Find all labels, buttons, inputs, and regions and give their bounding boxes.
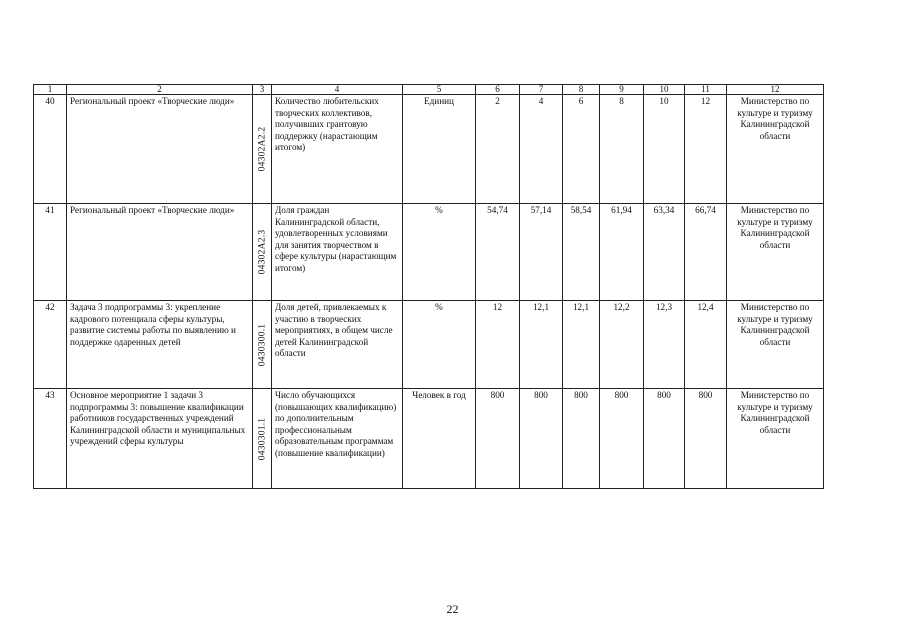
value-col-7: 57,14 (520, 204, 563, 301)
value-col-10: 12,3 (644, 301, 685, 389)
indicator-name: Количество любительских творческих коллективов, получивших грантовую поддержку (нарастающим итогом) (272, 95, 403, 204)
value-col-9: 800 (600, 389, 644, 489)
value-col-7: 4 (520, 95, 563, 204)
value-col-10: 800 (644, 389, 685, 489)
column-header: 10 (644, 85, 685, 95)
responsible-executor: Министерство по культуре и туризму Калининградской области (727, 95, 824, 204)
table-row (34, 389, 824, 489)
value-col-8: 12,1 (563, 301, 600, 389)
indicator-code: 0430300.1 (256, 323, 268, 366)
value-col-9: 12,2 (600, 301, 644, 389)
responsible-executor: Министерство по культуре и туризму Калининградской области (727, 301, 824, 389)
event-name: Региональный проект «Творческие люди» (67, 95, 253, 204)
value-col-11: 800 (685, 389, 727, 489)
table-row (34, 301, 824, 389)
value-col-6: 2 (476, 95, 520, 204)
column-header: 7 (520, 85, 563, 95)
row-number: 43 (34, 389, 67, 489)
value-col-11: 12 (685, 95, 727, 204)
indicator-code-cell (253, 95, 272, 204)
column-header: 8 (563, 85, 600, 95)
value-col-6: 800 (476, 389, 520, 489)
column-header: 6 (476, 85, 520, 95)
column-number-row (34, 85, 824, 95)
unit: % (403, 301, 476, 389)
indicator-code: 04302A2.2 (256, 126, 268, 172)
indicator-code-cell (253, 389, 272, 489)
indicator-code: 0430301.1 (256, 417, 268, 460)
row-number: 40 (34, 95, 67, 204)
indicator-code: 04302A2.3 (256, 229, 268, 275)
column-header: 11 (685, 85, 727, 95)
value-col-8: 800 (563, 389, 600, 489)
value-col-6: 54,74 (476, 204, 520, 301)
column-header: 4 (272, 85, 403, 95)
column-header: 9 (600, 85, 644, 95)
event-name: Региональный проект «Творческие люди» (67, 204, 253, 301)
unit: % (403, 204, 476, 301)
table-row (34, 95, 824, 204)
column-header: 2 (67, 85, 253, 95)
responsible-executor: Министерство по культуре и туризму Калининградской области (727, 204, 824, 301)
value-col-6: 12 (476, 301, 520, 389)
value-col-11: 66,74 (685, 204, 727, 301)
column-header: 3 (253, 85, 272, 95)
value-col-10: 10 (644, 95, 685, 204)
value-col-9: 61,94 (600, 204, 644, 301)
value-col-7: 800 (520, 389, 563, 489)
table-row (34, 204, 824, 301)
value-col-7: 12,1 (520, 301, 563, 389)
indicator-name: Доля граждан Калининградской области, удовлетворенных условиями для занятия творчеством в сфере культуры (нарастающим итогом) (272, 204, 403, 301)
indicator-name: Число обучающихся (повышающих квалификацию) по дополнительным профессиональным образовательным программам (повышение квалификации) (272, 389, 403, 489)
unit: Человек в год (403, 389, 476, 489)
value-col-10: 63,34 (644, 204, 685, 301)
event-name: Задача 3 подпрограммы 3: укрепление кадрового потенциала сферы культуры, развитие системы работы по выявлению и поддержке одаренных детей (67, 301, 253, 389)
row-number: 41 (34, 204, 67, 301)
responsible-executor: Министерство по культуре и туризму Калининградской области (727, 389, 824, 489)
row-number: 42 (34, 301, 67, 389)
value-col-11: 12,4 (685, 301, 727, 389)
unit: Единиц (403, 95, 476, 204)
column-header: 1 (34, 85, 67, 95)
page-number: 22 (446, 602, 459, 616)
value-col-9: 8 (600, 95, 644, 204)
indicator-code-cell (253, 204, 272, 301)
indicators-table (33, 84, 824, 489)
column-header: 5 (403, 85, 476, 95)
column-header: 12 (727, 85, 824, 95)
indicator-name: Доля детей, привлекаемых к участию в творческих мероприятиях, в общем числе детей Калининградской области (272, 301, 403, 389)
value-col-8: 6 (563, 95, 600, 204)
indicator-code-cell (253, 301, 272, 389)
event-name: Основное мероприятие 1 задачи 3 подпрограммы 3: повышение квалификации работников государственных учреждений Калининградской области и муниципальных учреждений сферы культуры (67, 389, 253, 489)
value-col-8: 58,54 (563, 204, 600, 301)
